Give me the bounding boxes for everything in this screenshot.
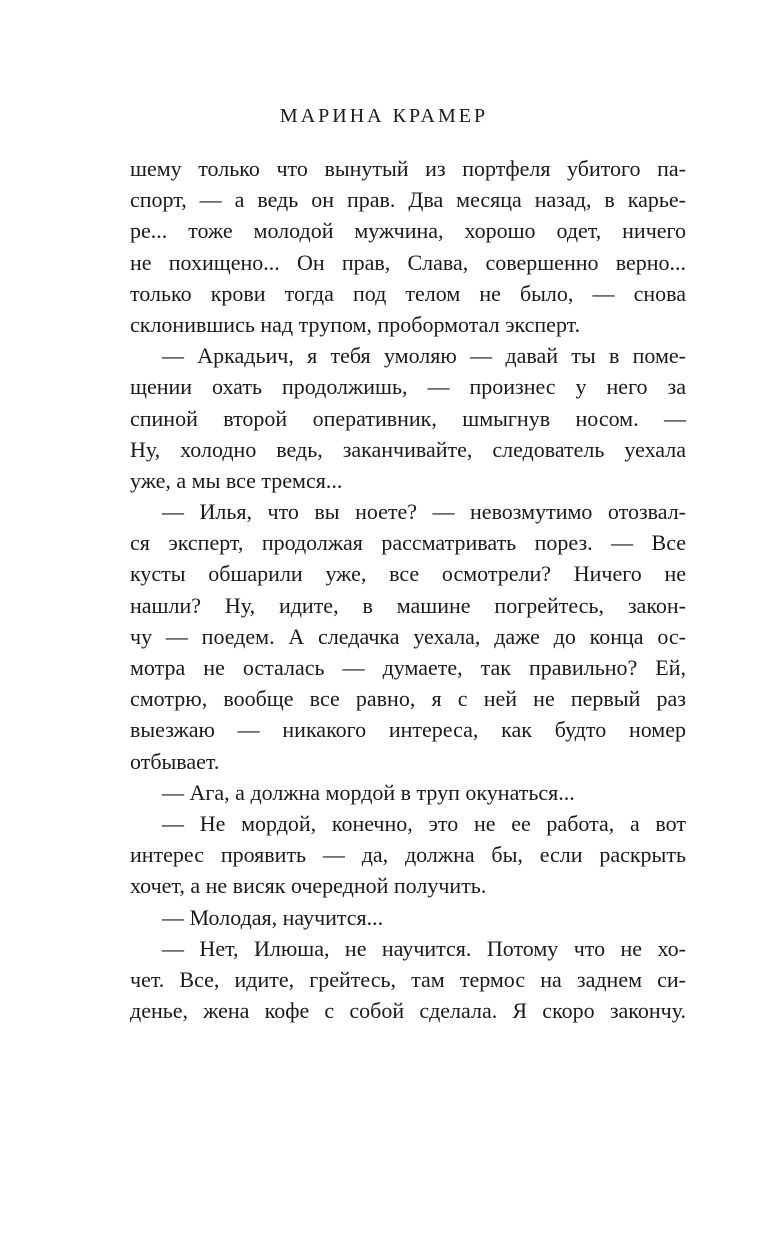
text-line: смотрю, вообще все равно, я с ней не первый раз [130, 686, 686, 712]
body-text [130, 153, 686, 1026]
running-head-author: МАРИНА КРАМЕР [279, 105, 489, 127]
text-line: нашли? Ну, идите, в машине погрейтесь, закон- [130, 592, 686, 618]
text-line: — Ага, а должна мордой в труп окунаться... [162, 779, 575, 805]
text-line: денье, жена кофе с собой сделала. Я скоро закончу. [130, 998, 686, 1024]
text-line: — Молодая, научится... [162, 904, 384, 930]
text-line: Ну, холодно ведь, заканчивайте, следователь уехала [130, 436, 686, 462]
text-line: не похищено... Он прав, Слава, совершенно верно... [130, 249, 686, 275]
text-line: спорт, — а ведь он прав. Два месяца назад, в карье- [130, 187, 686, 213]
text-line: чет. Все, идите, грейтесь, там термос на заднем си- [130, 966, 686, 992]
text-line: интерес проявить — да, должна бы, если раскрыть [130, 842, 686, 868]
text-line: спиной второй оперативник, шмыгнув носом. — [130, 405, 686, 431]
text-line: — Не мордой, конечно, это не ее работа, а вот [162, 810, 686, 836]
text-line: отбывает. [130, 748, 220, 774]
text-line: хочет, а не висяк очередной получить. [130, 873, 487, 899]
text-line: — Илья, что вы ноете? — невозмутимо отозвал- [162, 499, 686, 525]
text-line: уже, а мы все тремся... [130, 467, 343, 493]
text-line: кусты обшарили уже, все осмотрели? Ничего не [130, 561, 686, 587]
text-line: — Нет, Илюша, не научится. Потому что не хо- [162, 935, 686, 961]
text-line: ся эксперт, продолжая рассматривать порез. — Все [130, 530, 686, 556]
text-line: ре... тоже молодой мужчина, хорошо одет, ничего [130, 218, 686, 244]
text-line: только крови тогда под телом не было, — снова [130, 280, 686, 306]
text-line: чу — поедем. А следачка уехала, даже до конца ос- [130, 623, 686, 649]
text-line: мотра не осталась — думаете, так правильно? Ей, [130, 655, 686, 680]
text-line: склонившись над трупом, пробормотал эксперт. [130, 311, 581, 337]
text-line: — Аркадьич, я тебя умоляю — давай ты в поме- [162, 343, 686, 369]
text-line: щении охать продолжишь, — произнес у него за [130, 374, 686, 400]
text-line: выезжаю — никакого интереса, как будто номер [130, 717, 686, 743]
text-line: шему только что вынутый из портфеля убитого па- [130, 156, 686, 181]
